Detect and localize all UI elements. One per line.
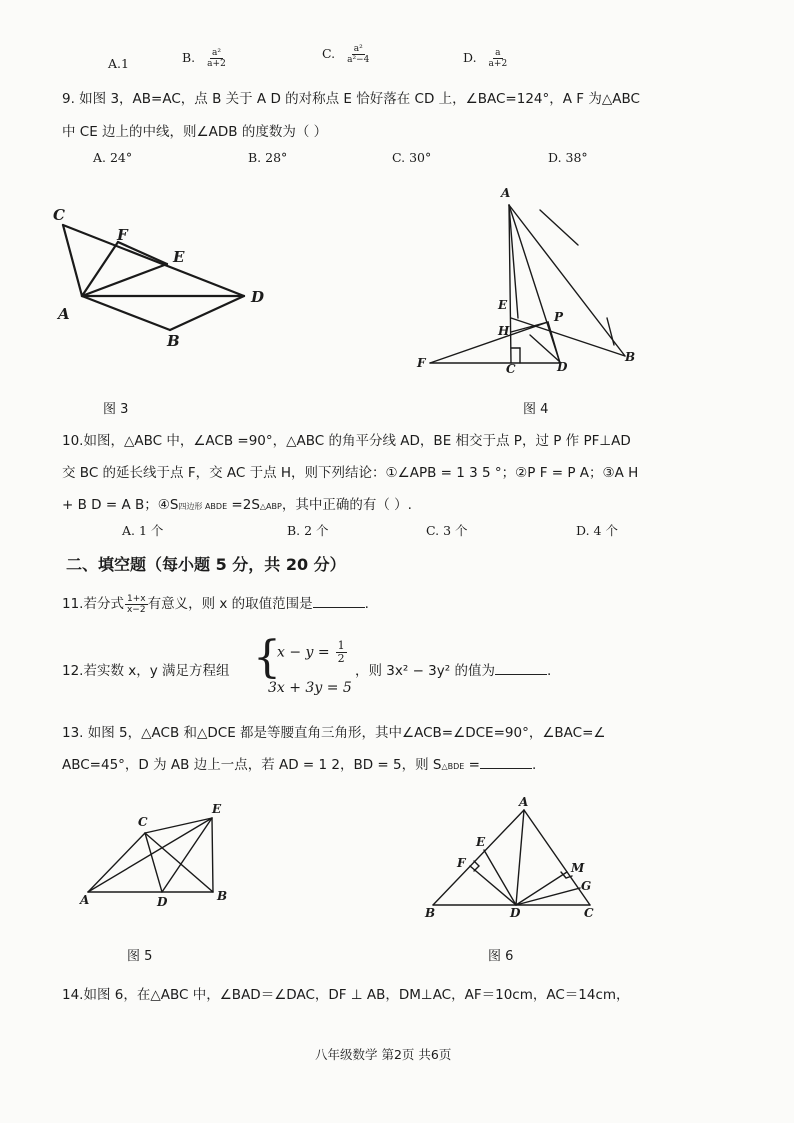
fig6-caption: 图 6 [488,949,514,964]
fig6-label-c: C [584,906,594,920]
q10-option-a: A. 1 个 [122,523,164,538]
q10-line3: + B D = A B；④S四边形 ABDE =2S△ABP，其中正确的有（ ）. [62,497,412,513]
q8-option-c: C. $\frac{\text{a²}}{\text{a²−4}}$ [322,44,370,65]
page-footer: 八年级数学 第2页 共6页 [315,1047,452,1062]
q12-prefix: 12.若实数 x，y 满足方程组 [62,663,230,679]
q12-suffix: ，则 3x² − 3y² 的值为 . [355,663,552,679]
q14-line1: 14.如图 6，在△ABC 中，∠BAD＝∠DAC，DF ⊥ AB，DM⊥AC，AF＝10cm，AC＝14cm， [62,987,630,1003]
fig4-label-b: B [625,350,636,364]
q13-line1: 13. 如图 5，△ACB 和△DCE 都是等腰直角三角形，其中∠ACB=∠DCE=90°，∠BAC=∠ [62,725,606,741]
fig5-label-a: A [80,893,90,907]
q12-eq2: 3x + 3y = 5 [268,680,352,696]
q10-line1: 10.如图，△ABC 中，∠ACB =90°，△ABC 的角平分线 AD，BE 相交于点 P，过 P 作 PF⊥AD [62,433,631,449]
q10-option-d: D. 4 个 [576,523,618,538]
fig6-label-f: F [457,856,466,870]
q8-option-d: D. $\frac{a}{a+2}$ [463,48,508,69]
q10-line2: 交 BC 的延长线于点 F，交 AC 于点 H，则下列结论：①∠APB = 1 3 5 °；②P F = P A；③A H [62,465,639,481]
fig4-label-p: P [554,310,564,324]
q12-eq1: x − y = $\frac{1}{2}$ [277,639,345,665]
fig4-label-a: A [501,186,511,200]
q13-line2: ABC=45°，D 为 AB 边上一点，若 AD = 1 2，BD = 5，则 S△BDE = . [62,757,537,773]
figure-4-diagram [430,205,625,363]
fig4-label-c: C [506,362,516,376]
q11-answer-blank[interactable] [313,597,365,608]
fig6-label-a: A [519,795,529,809]
q12-answer-blank[interactable] [495,664,547,675]
q9-option-b: B. 28° [248,150,288,165]
q10-option-b: B. 2 个 [287,523,329,538]
fig5-label-e: E [212,802,222,816]
fig4-label-d: D [557,360,568,374]
fig4-caption: 图 4 [523,402,549,417]
fig6-label-e: E [476,835,486,849]
fig5-label-b: B [217,889,228,903]
fig5-label-d: D [157,895,168,909]
fig3-label-d: D [251,288,265,306]
fig5-label-c: C [138,815,148,829]
q9-line2: 中 CE 边上的中线，则∠ADB 的度数为（ ） [62,124,328,140]
fig6-label-d: D [510,906,521,920]
section-2-title: 二、填空题（每小题 5 分，共 20 分） [66,555,346,574]
fig4-label-h: H [498,324,510,338]
fig3-label-e: E [173,248,185,266]
fig3-caption: 图 3 [103,402,129,417]
q8-option-b: B. $\frac{\text{a²}}{a+2}$ [182,48,226,69]
q11-text: 11.若分式 $\frac{1+x}{x-2}$ 有意义，则 x 的取值范围是 . [62,593,369,615]
fig3-label-a: A [58,305,70,323]
fig3-label-f: F [117,226,128,244]
q9-option-a: A. 24° [93,150,133,165]
figure-3-diagram [63,225,244,330]
fig3-label-c: C [53,206,65,224]
q12-brace: { [253,632,281,683]
fig4-label-e: E [498,298,508,312]
fig6-label-m: M [571,861,585,875]
fig3-label-b: B [167,332,180,350]
q10-option-c: C. 3 个 [426,523,468,538]
q9-option-c: C. 30° [392,150,432,165]
q9-option-d: D. 38° [548,150,588,165]
fig4-label-f: F [417,356,426,370]
fig5-caption: 图 5 [127,949,153,964]
q13-answer-blank[interactable] [480,758,532,769]
q8-option-a: A.1 [108,56,129,71]
figure-5-diagram [88,818,213,892]
fig6-label-g: G [581,879,592,893]
fig6-label-b: B [425,906,436,920]
q9-line1: 9. 如图 3，AB=AC，点 B 关于 A D 的对称点 E 恰好落在 CD 上，∠BAC=124°，A F 为△ABC [62,91,640,107]
